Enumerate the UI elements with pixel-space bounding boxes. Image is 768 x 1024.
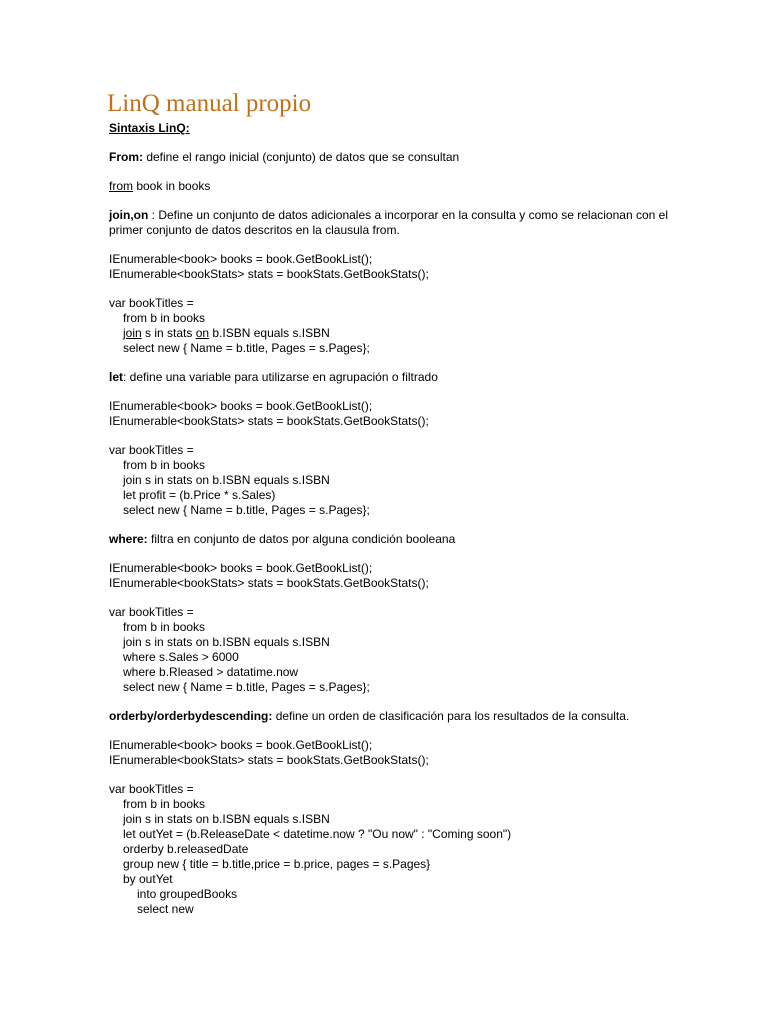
- code-line: group new { title = b.title,price = b.price, pages = s.Pages}: [123, 857, 431, 871]
- from-example-rest: book in books: [133, 179, 211, 193]
- code-line: var bookTitles =: [109, 296, 194, 310]
- join-keyword: join: [123, 326, 142, 340]
- code-line: from b in books: [123, 311, 206, 325]
- spacer: [109, 724, 679, 738]
- code-line: var bookTitles =: [109, 605, 194, 619]
- spacer: [109, 547, 679, 561]
- spacer: [109, 282, 679, 296]
- spacer: [109, 695, 679, 709]
- code-line: IEnumerable<bookStats> stats = bookStats.GetBookStats();: [109, 267, 429, 281]
- spacer: [109, 136, 679, 150]
- code-line: var bookTitles =: [109, 782, 194, 796]
- join-label: join,on: [109, 208, 149, 222]
- orderby-description: define un orden de clasificación para los resultados de la consulta.: [272, 709, 630, 723]
- spacer: [109, 768, 679, 782]
- code-line: IEnumerable<bookStats> stats = bookStats.GetBookStats();: [109, 576, 429, 590]
- section-heading-syntax: Sintaxis LinQ:: [109, 121, 190, 135]
- code-line: from b in books: [123, 797, 206, 811]
- code-line: select new: [137, 902, 194, 916]
- code-line: var bookTitles =: [109, 443, 194, 457]
- code-line: IEnumerable<bookStats> stats = bookStats.GetBookStats();: [109, 414, 429, 428]
- spacer: [109, 194, 679, 208]
- from-label: From:: [109, 150, 143, 164]
- let-definition: [109, 370, 679, 385]
- code-line: join s in stats on b.ISBN equals s.ISBN: [123, 812, 330, 826]
- code-line: into groupedBooks: [137, 887, 238, 901]
- code-line: IEnumerable<book> books = book.GetBookList();: [109, 252, 373, 266]
- where-definition: [109, 532, 679, 547]
- spacer: [109, 591, 679, 605]
- code-line: from b in books: [123, 458, 206, 472]
- let-description: : define una variable para utilizarse en agrupación o filtrado: [123, 370, 438, 384]
- code-line: IEnumerable<book> books = book.GetBookList();: [109, 561, 373, 575]
- code-line-join: [109, 326, 679, 341]
- code-line: IEnumerable<book> books = book.GetBookList();: [109, 738, 373, 752]
- code-line: IEnumerable<book> books = book.GetBookList();: [109, 399, 373, 413]
- code-line: join s in stats on b.ISBN equals s.ISBN: [123, 635, 330, 649]
- spacer: [109, 238, 679, 252]
- orderby-label: orderby/orderbydescending:: [109, 709, 273, 723]
- spacer: [109, 518, 679, 532]
- let-label: let: [109, 370, 124, 384]
- join-mid: s in stats: [141, 326, 196, 340]
- code-line: select new { Name = b.title, Pages = s.Pages};: [123, 503, 370, 517]
- from-keyword: from: [109, 179, 133, 193]
- document-title: LinQ manual propio: [107, 90, 312, 117]
- join-end: b.ISBN equals s.ISBN: [209, 326, 330, 340]
- code-line: select new { Name = b.title, Pages = s.Pages};: [123, 341, 370, 355]
- code-line: let outYet = (b.ReleaseDate < datetime.now ? "Ou now" : "Coming soon"): [123, 827, 512, 841]
- code-line: IEnumerable<bookStats> stats = bookStats.GetBookStats();: [109, 753, 429, 767]
- code-line: select new { Name = b.title, Pages = s.Pages};: [123, 680, 370, 694]
- from-description: define el rango inicial (conjunto) de datos que se consultan: [143, 150, 460, 164]
- spacer: [109, 356, 679, 370]
- where-label: where:: [109, 532, 148, 546]
- where-description: filtra en conjunto de datos por alguna condición booleana: [147, 532, 456, 546]
- from-definition: [109, 150, 679, 165]
- code-line: join s in stats on b.ISBN equals s.ISBN: [123, 473, 330, 487]
- code-line: from b in books: [123, 620, 206, 634]
- code-line: let profit = (b.Price * s.Sales): [123, 488, 276, 502]
- join-definition: [109, 208, 679, 238]
- document-body: [109, 121, 679, 917]
- code-line: where s.Sales > 6000: [123, 650, 239, 664]
- spacer: [109, 429, 679, 443]
- spacer: [109, 165, 679, 179]
- orderby-definition: [109, 709, 679, 724]
- spacer: [109, 385, 679, 399]
- code-line: by outYet: [123, 872, 173, 886]
- join-description: : Define un conjunto de datos adicionales a incorporar en la consulta y como se relacionan con el primer conjunto de datos descritos en la clausula from.: [109, 208, 668, 237]
- code-line: where b.Rleased > datatime.now: [123, 665, 299, 679]
- code-line: orderby b.releasedDate: [123, 842, 249, 856]
- on-keyword: on: [195, 326, 210, 340]
- from-example: [109, 179, 679, 194]
